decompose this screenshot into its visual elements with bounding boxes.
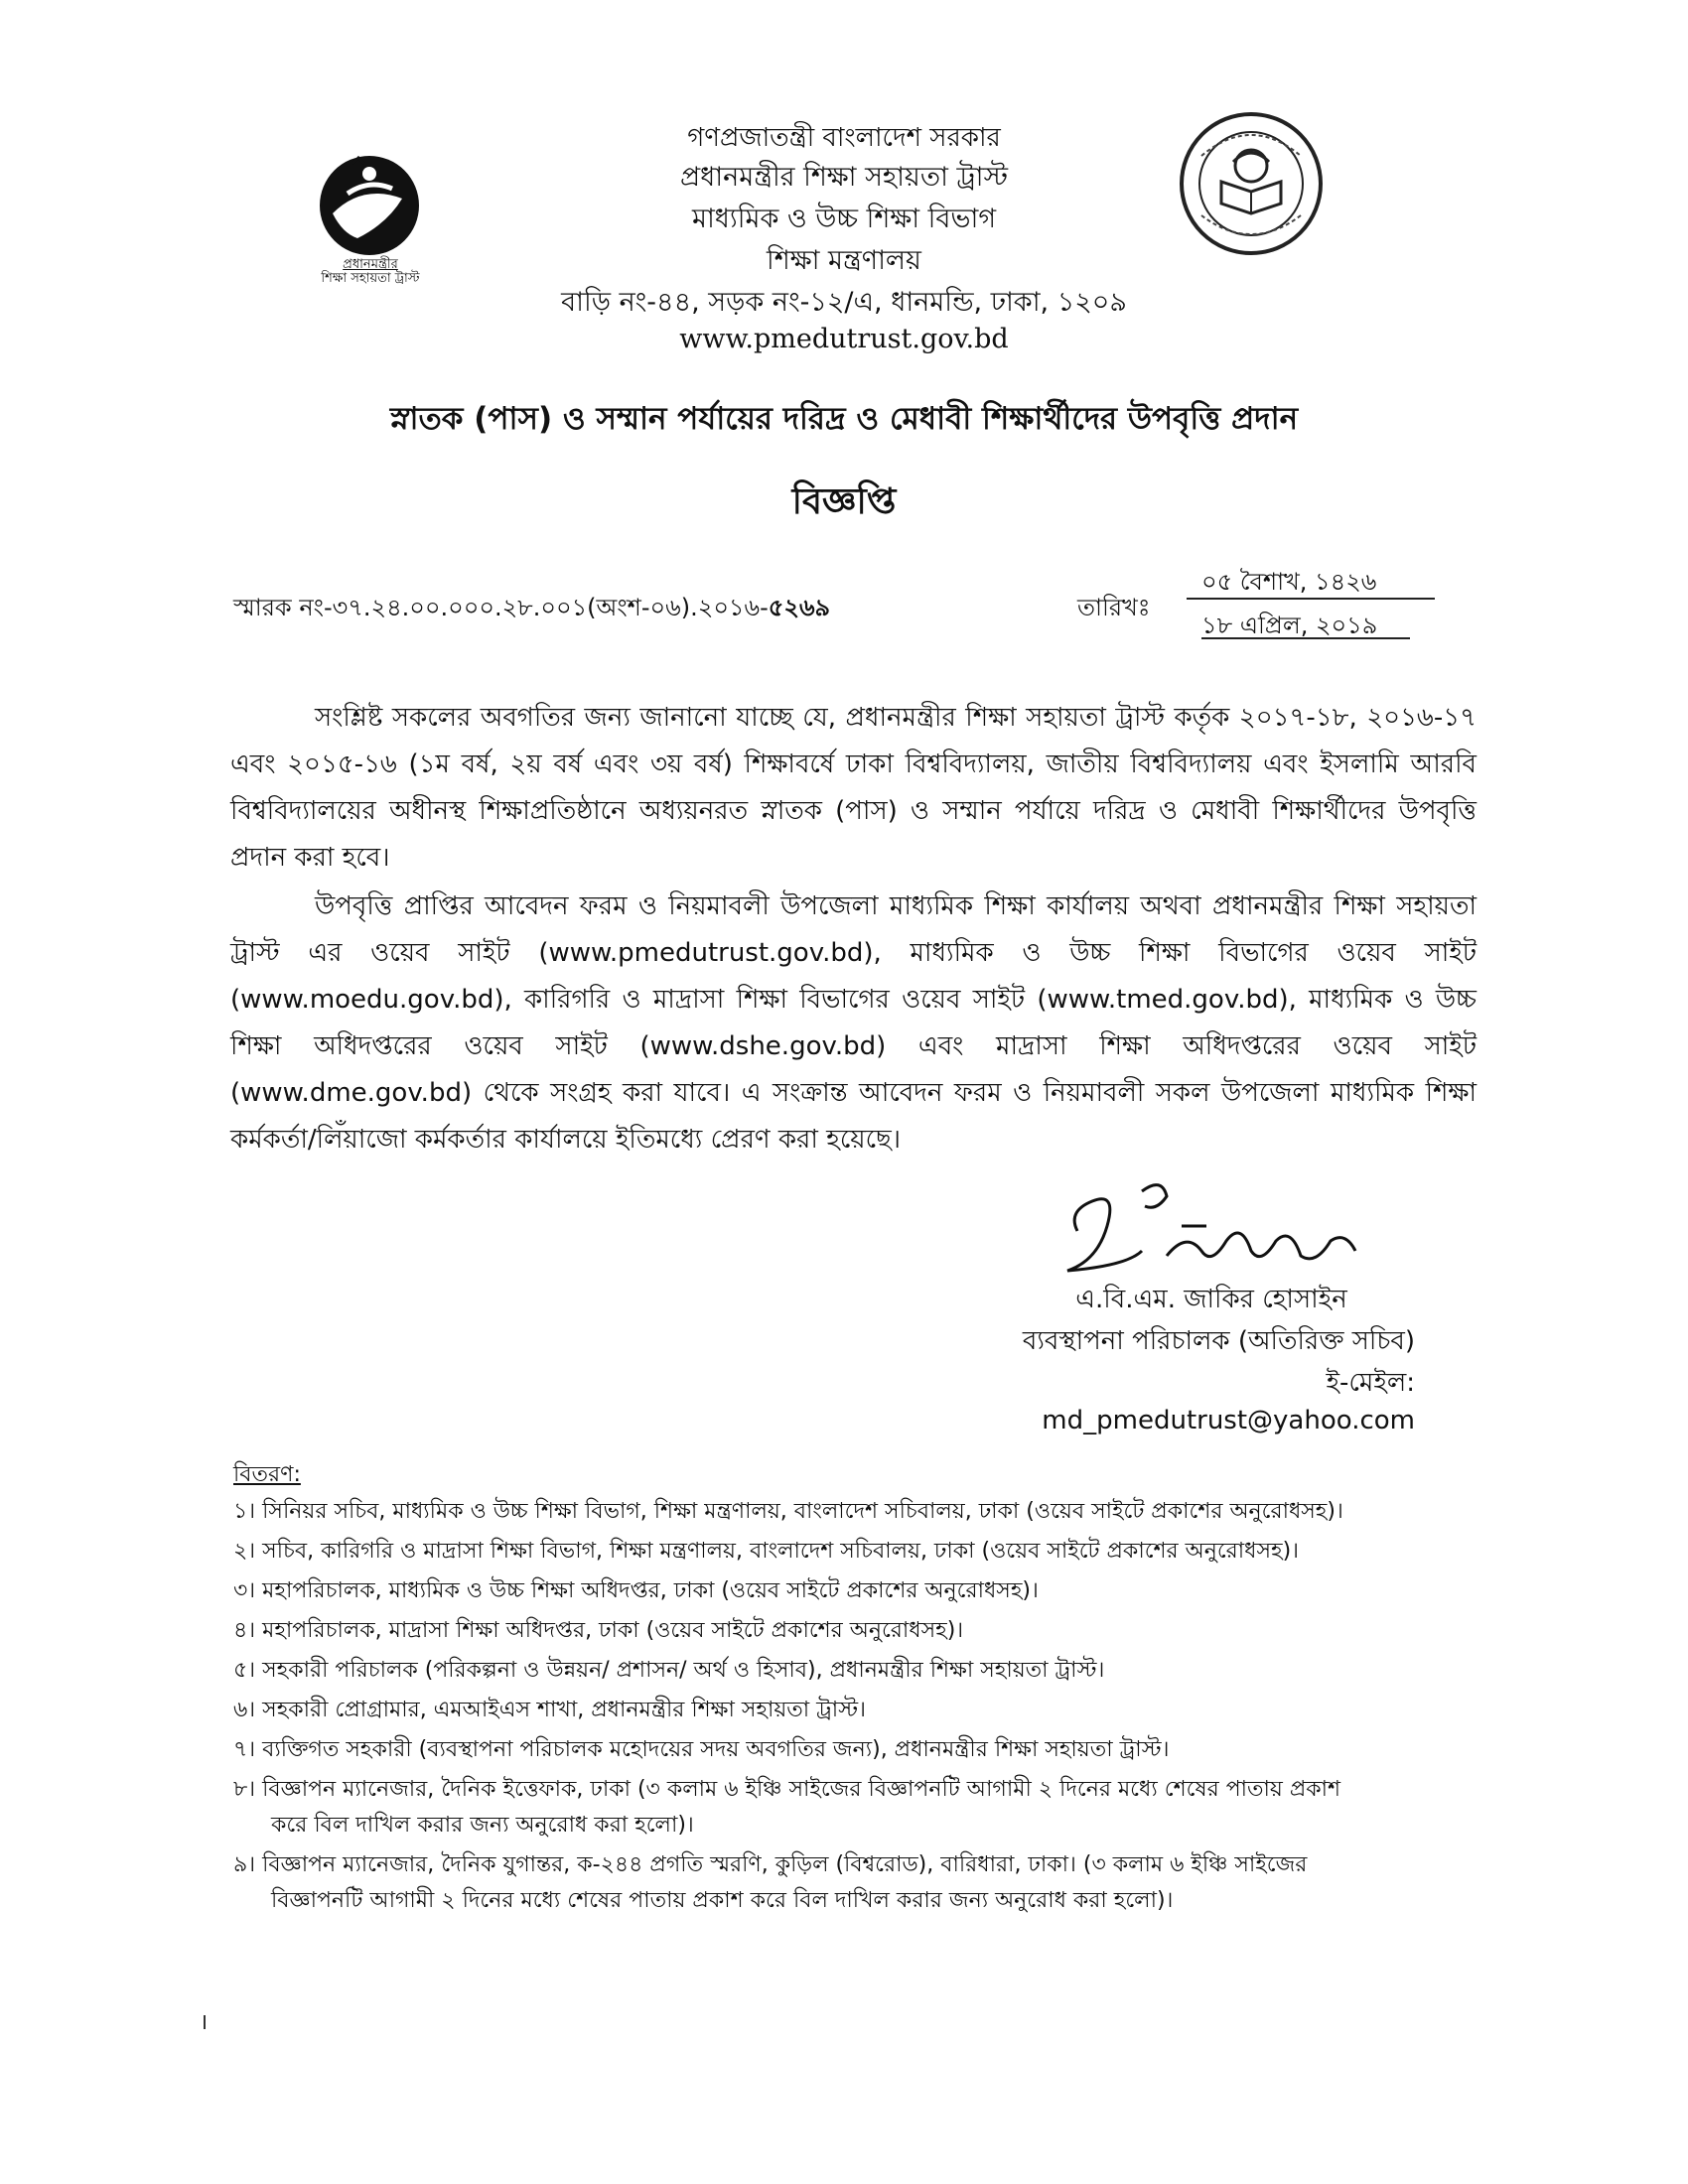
header-address: বাড়ি নং-৪৪, সড়ক নং-১২/এ, ধানমন্ডি, ঢাকা, ১২০৯ xyxy=(561,287,1127,318)
list-item xyxy=(233,1653,1484,1689)
list-item xyxy=(233,1732,1484,1768)
list-item xyxy=(233,1494,1484,1530)
list-item xyxy=(233,1534,1484,1570)
distribution-item-text: ৩। মহাপরিচালক, মাধ্যমিক ও উচ্চ শিক্ষা অধিদপ্তর, ঢাকা (ওয়েব সাইটে প্রকাশের অনুরোধসহ)। xyxy=(233,1578,1039,1603)
header-website: www.pmedutrust.gov.bd xyxy=(679,324,1009,354)
date-bengali: ০৫ বৈশাখ, ১৪২৬ xyxy=(1201,568,1377,596)
signer-designation: ব্যবস্থাপনা পরিচালক (অতিরিক্ত সচিব) xyxy=(1022,1326,1415,1356)
header-division: মাধ্যমিক ও উচ্চ শিক্ষা বিভাগ xyxy=(691,204,997,234)
list-item xyxy=(233,1613,1484,1649)
list-item xyxy=(233,1772,1484,1843)
list-item xyxy=(233,1847,1484,1919)
distribution-item-text: ৫। সহকারী পরিচালক (পরিকল্পনা ও উন্নয়ন/ প্রশাসন/ অর্থ ও হিসাব), প্রধানমন্ত্রীর শিক্ষা সহায়তা ট্রাস্ট। xyxy=(233,1658,1105,1683)
header-trust-name: প্রধানমন্ত্রীর শিক্ষা সহায়তা ট্রাস্ট xyxy=(679,162,1009,193)
date-label: তারিখঃ xyxy=(1077,594,1151,621)
memo-reference xyxy=(233,590,830,629)
distribution-item-text: ১। সিনিয়র সচিব, মাধ্যমিক ও উচ্চ শিক্ষা বিভাগ, শিক্ষা মন্ত্রণালয়, বাংলাদেশ সচিবালয়, ঢাকা (ওয়েব সাইটে প্রকাশের অনুরোধসহ)। xyxy=(233,1499,1343,1524)
body-paragraph-1: সংশ্লিষ্ট সকলের অবগতির জন্য জানানো যাচ্ছে যে, প্রধানমন্ত্রীর শিক্ষা সহায়তা ট্রাস্ট কর্তৃক ২০১৭-১৮, ২০১৬-১৭ এবং ২০১৫-১৬ (১ম বর্ষ, ২য় বর্ষ এবং ৩য় বর্ষ) শিক্ষাবর্ষে ঢাকা বিশ্ববিদ্যালয়, জাতীয় বিশ্ববিদ্যালয় এবং ইসলামি আরবি বিশ্ববিদ্যালয়ের অধীনস্থ শিক্ষাপ্রতিষ্ঠানে অধ্যয়নরত স্নাতক (পাস) ও সম্মান পর্যায়ে দরিদ্র ও মেধাবী শিক্ষার্থীদের উপবৃত্তি প্রদান করা হবে। xyxy=(230,703,1477,873)
date-gregorian: ১৮ এপ্রিল, ২০১৯ xyxy=(1201,612,1378,639)
signer-email: ই-মেইল: md_pmedutrust@yahoo.com xyxy=(1042,1368,1415,1435)
distribution-list xyxy=(233,1494,1484,1923)
scan-mark xyxy=(204,2015,206,2029)
header-government: গণপ্রজাতন্ত্রী বাংলাদেশ সরকার xyxy=(687,123,1001,153)
distribution-item-text: ৯। বিজ্ঞাপন ম্যানেজার, দৈনিক যুগান্তর, ক-২৪৪ প্রগতি স্মরণি, কুড়িল (বিশ্বরোড), বারিধারা, ঢাকা। (৩ কলাম ৬ ইঞ্চি সাইজের xyxy=(233,1852,1308,1877)
document-subtitle: বিজ্ঞপ্তি xyxy=(791,481,897,522)
list-item xyxy=(233,1693,1484,1728)
memo-prefix: স্মারক নং-৩৭.২৪.০০.০০০.২৮.০০১(অংশ-০৬).২০১৬- xyxy=(233,594,769,621)
document-title: স্নাতক (পাস) ও সম্মান পর্যায়ের দরিদ্র ও মেধাবী শিক্ষার্থীদের উপবৃত্তি প্রদান xyxy=(389,401,1299,437)
distribution-item-text: ৪। মহাপরিচালক, মাদ্রাসা শিক্ষা অধিদপ্তর, ঢাকা (ওয়েব সাইটে প্রকাশের অনুরোধসহ)। xyxy=(233,1618,964,1643)
distribution-item-text: ৬। সহকারী প্রোগ্রামার, এমআইএস শাখা, প্রধানমন্ত্রীর শিক্ষা সহায়তা ট্রাস্ট। xyxy=(233,1698,867,1722)
signer-name: এ.বি.এম. জাকির হোসাইন xyxy=(1075,1285,1347,1314)
distribution-heading: বিতরণ: xyxy=(233,1462,301,1487)
date-divider xyxy=(1187,598,1435,600)
distribution-item-continuation: বিজ্ঞাপনটি আগামী ২ দিনের মধ্যে শেষের পাতায় প্রকাশ করে বিল দাখিল করার জন্য অনুরোধ করা হলো)। xyxy=(271,1888,1174,1913)
memo-number: ৫২৬৯ xyxy=(768,594,831,621)
distribution-item-continuation: করে বিল দাখিল করার জন্য অনুরোধ করা হলো)। xyxy=(271,1813,694,1838)
header-ministry: শিক্ষা মন্ত্রণালয় xyxy=(767,245,921,276)
handwritten-signature xyxy=(1048,1171,1375,1291)
distribution-item-text: ৭। ব্যক্তিগত সহকারী (ব্যবস্থাপনা পরিচালক মহোদয়ের সদয় অবগতির জন্য), প্রধানমন্ত্রীর শিক্ষা সহায়তা ট্রাস্ট। xyxy=(233,1737,1170,1762)
date-underline xyxy=(1201,637,1410,639)
distribution-item-text: ৮। বিজ্ঞাপন ম্যানেজার, দৈনিক ইত্তেফাক, ঢাকা (৩ কলাম ৬ ইঞ্চি সাইজের বিজ্ঞাপনটি আগামী ২ দিনের মধ্যে শেষের পাতায় প্রকাশ xyxy=(233,1777,1341,1802)
list-item xyxy=(233,1573,1484,1609)
logo-caption-line: শিক্ষা সহায়তা ট্রাস্ট xyxy=(321,271,420,286)
logo-caption-line: প্রধানমন্ত্রীর xyxy=(343,257,398,272)
distribution-item-text: ২। সচিব, কারিগরি ও মাদ্রাসা শিক্ষা বিভাগ, শিক্ষা মন্ত্রণালয়, বাংলাদেশ সচিবালয়, ঢাকা (ওয়েব সাইটে প্রকাশের অনুরোধসহ)। xyxy=(233,1539,1300,1564)
body-paragraph-2: উপবৃত্তি প্রাপ্তির আবেদন ফরম ও নিয়মাবলী উপজেলা মাধ্যমিক শিক্ষা কার্যালয় অথবা প্রধানমন্ত্রীর শিক্ষা সহায়তা ট্রাস্ট এর ওয়েব সাইট (www.pmedutrust.gov.bd), মাধ্যমিক ও উচ্চ শিক্ষা বিভাগের ওয়েব সাইট (www.moedu.gov.bd), কারিগরি ও মাদ্রাসা শিক্ষা বিভাগের ওয়েব সাইট (www.tmed.gov.bd), মাধ্যমিক ও উচ্চ শিক্ষা অধিদপ্তরের ওয়েব সাইট (www.dshe.gov.bd) এবং মাদ্রাসা শিক্ষা অধিদপ্তরের ওয়েব সাইট (www.dme.gov.bd) থেকে সংগ্রহ করা যাবে। এ সংক্রান্ত আবেদন ফরম ও নিয়মাবলী সকল উপজেলা মাধ্যমিক শিক্ষা কর্মকর্তা/লিঁয়াজো কর্মকর্তার কার্যালয়ে ইতিমধ্যে প্রেরণ করা হয়েছে। xyxy=(230,891,1477,1155)
